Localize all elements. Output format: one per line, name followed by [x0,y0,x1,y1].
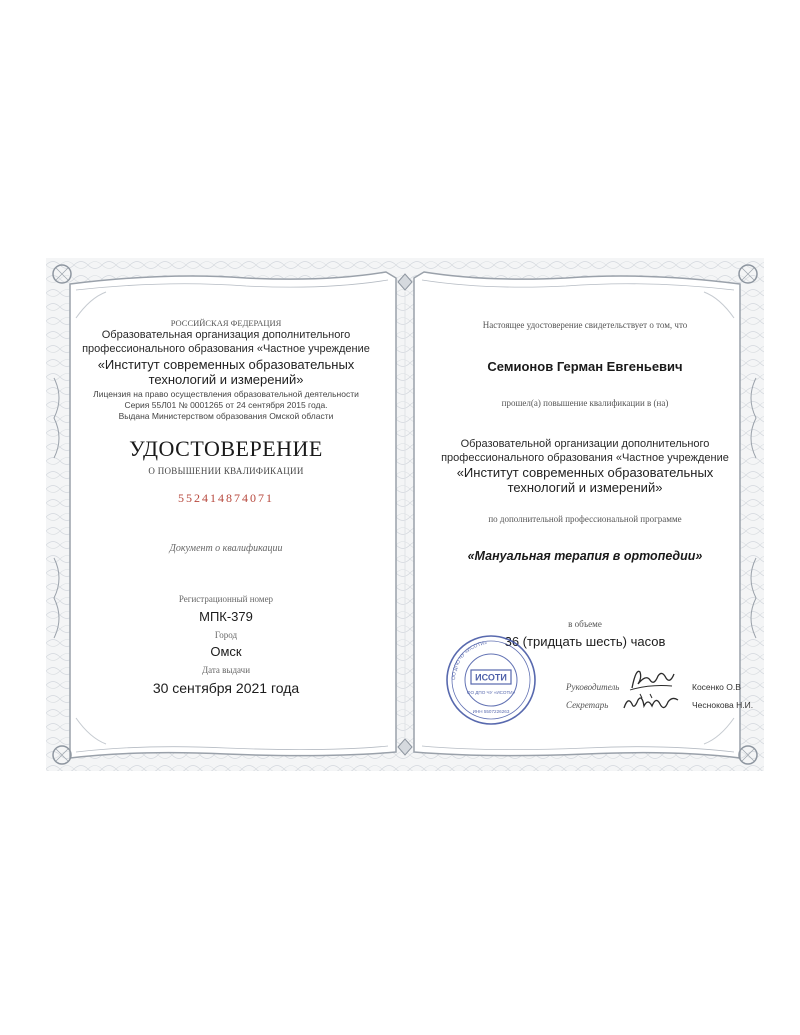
right-org-line-2: профессионального образования «Частное учреждение [441,452,729,464]
license-line-2: Серия 55Л01 № 0001265 от 24 сентября 2015 года. [124,400,328,410]
issue-date: 30 сентября 2021 года [152,680,300,696]
document-title: УДОСТОВЕРЕНИЕ [129,436,323,461]
org-line-3: «Институт современных образовательных [97,357,355,372]
volume-label: в объеме [568,619,602,629]
registration-label: Регистрационный номер [178,594,274,604]
volume-value: 36 (тридцать шесть) часов [504,634,666,649]
city-label: Город [214,630,238,640]
certificate-sheet [46,258,764,771]
secretary-signature-row [566,700,608,710]
city-value: Омск [210,644,242,659]
organization-stamp [445,634,537,726]
right-org-line-4: технологий и измерений» [507,480,663,495]
left-page [46,258,406,771]
head-signature-row [566,682,619,692]
org-line-1: Образовательная организация дополнительного [101,329,351,341]
program-name: «Мануальная терапия в ортопедии» [467,549,703,563]
stamp-inn-text: ИНН 5507226263 [472,709,510,714]
person-name: Семионов Герман Евгеньевич [487,359,683,374]
secretary-name: Чеснокова Н.И. [692,700,754,710]
secretary-signature-icon [620,690,682,716]
head-name-row [692,682,741,692]
stamp-ring-text: ОО ДПО ЧУ «ИСОТИ» [450,640,488,681]
org-line-2: профессионального образования «Частное учреждение [82,343,370,355]
document-subtitle: О ПОВЫШЕНИИ КВАЛИФИКАЦИИ [148,466,304,476]
license-line-3: Выдана Министерством образования Омской области [118,411,334,421]
serial-number: 552414874071 [178,491,274,505]
issue-date-label: Дата выдачи [201,665,251,675]
passed-text: прошел(а) повышение квалификации в (на) [501,398,669,408]
registration-number: МПК-379 [199,609,253,624]
stamp-logo-text: ИСОТИ [475,672,507,683]
secretary-label: Секретарь [566,700,609,710]
head-name: Косенко О.В [692,682,741,692]
right-org-line-1: Образовательной организации дополнительного [460,438,710,450]
right-org-line-3: «Институт современных образовательных [456,465,714,480]
program-label: по дополнительной профессиональной программе [488,514,682,524]
org-line-4: технологий и измерений» [148,372,304,387]
document-kind: Документ о квалификации [169,543,283,554]
stamp-sub-text: ОО ДПО ЧУ «ИСОТИ» [466,690,516,695]
right-page [406,258,764,771]
intro-text: Настоящее удостоверение свидетельствует о том, что [482,320,688,330]
country-label: РОССИЙСКАЯ ФЕДЕРАЦИЯ [170,318,282,328]
secretary-name-row [692,700,753,710]
license-line-1: Лицензия на право осуществления образовательной деятельности [93,389,359,399]
head-label: Руководитель [566,682,620,692]
